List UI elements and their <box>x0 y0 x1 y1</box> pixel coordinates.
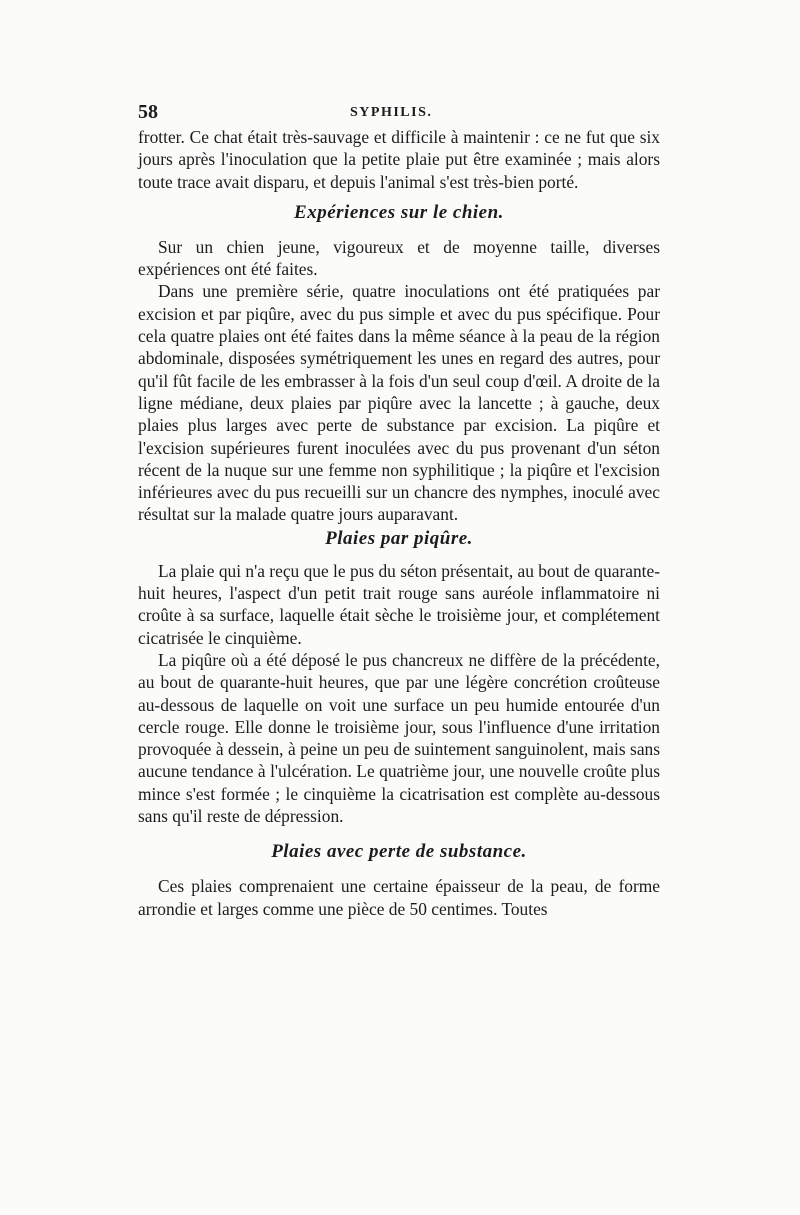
running-title: SYPHILIS. <box>350 105 433 120</box>
page-header <box>138 100 660 126</box>
section-heading-dog-experiments: Expériences sur le chien. <box>294 201 504 223</box>
paragraph-excision-description: Ces plaies comprenaient une certaine épaisseur de la peau, de forme arrondie et larges comme une pièce de 50 centimes. Toutes <box>138 876 660 919</box>
section-heading-puncture-wounds: Plaies par piqûre. <box>325 527 473 549</box>
paragraph-chancre-puncture: La piqûre où a été déposé le pus chancreux ne diffère de la précédente, au bout de quarante-huit heures, que par une légère concrétion croûteuse au-dessous de laquelle on voit une surface un peu humide entourée d'un cercle rouge. Elle donne le troisième jour, sous l'influence d'une irritation provoquée à dessein, à peine un peu de suintement sanguinolent, mais sans aucune tendance à l'ulcération. Le quatrième jour, une nouvelle croûte plus mince s'est formée ; le cinquième la cicatrisation est complète au-dessous sans qu'il reste de dépression. <box>138 649 660 827</box>
page-text-block <box>138 100 660 920</box>
section-heading-excision-wounds: Plaies avec perte de substance. <box>271 841 527 863</box>
paragraph-dog-intro: Sur un chien jeune, vigoureux et de moyenne taille, diverses expériences ont été faites. <box>138 236 660 280</box>
paragraph-continuation: frotter. Ce chat était très-sauvage et difficile à maintenir : ce ne fut que six jours après l'inoculation que la petite plaie put être examinée ; mais alors toute trace avait disparu, et depuis l'animal s'est très-bien porté. <box>138 127 660 192</box>
page-number: 58 <box>138 101 158 123</box>
paragraph-seton-wound: La plaie qui n'a reçu que le pus du séton présentait, au bout de quarante-huit heures, l'aspect d'un petit trait rouge sans auréole inflammatoire ni croûte à sa surface, laquelle était sèche le troisième jour, et complétement cicatrisée le cinquième. <box>138 560 660 648</box>
paragraph-first-series: Dans une première série, quatre inoculations ont été pratiquées par excision et par piqûre, avec du pus simple et avec du pus spécifique. Pour cela quatre plaies ont été faites dans la même séance à la peau de la région abdominale, disposées symétriquement les unes en regard des autres, pour qu'il fût facile de les embrasser à la fois d'un seul coup d'œil. A droite de la ligne médiane, deux plaies par piqûre avec la lancette ; à gauche, deux plaies plus larges avec perte de substance par excision. La piqûre et l'excision supérieures furent inoculées avec du pus provenant d'un séton récent de la nuque sur une femme non syphilitique ; la piqûre et l'excision inférieures avec du pus recueilli sur un chancre des nymphes, inoculé avec résultat sur la malade quatre jours auparavant. <box>138 281 660 525</box>
